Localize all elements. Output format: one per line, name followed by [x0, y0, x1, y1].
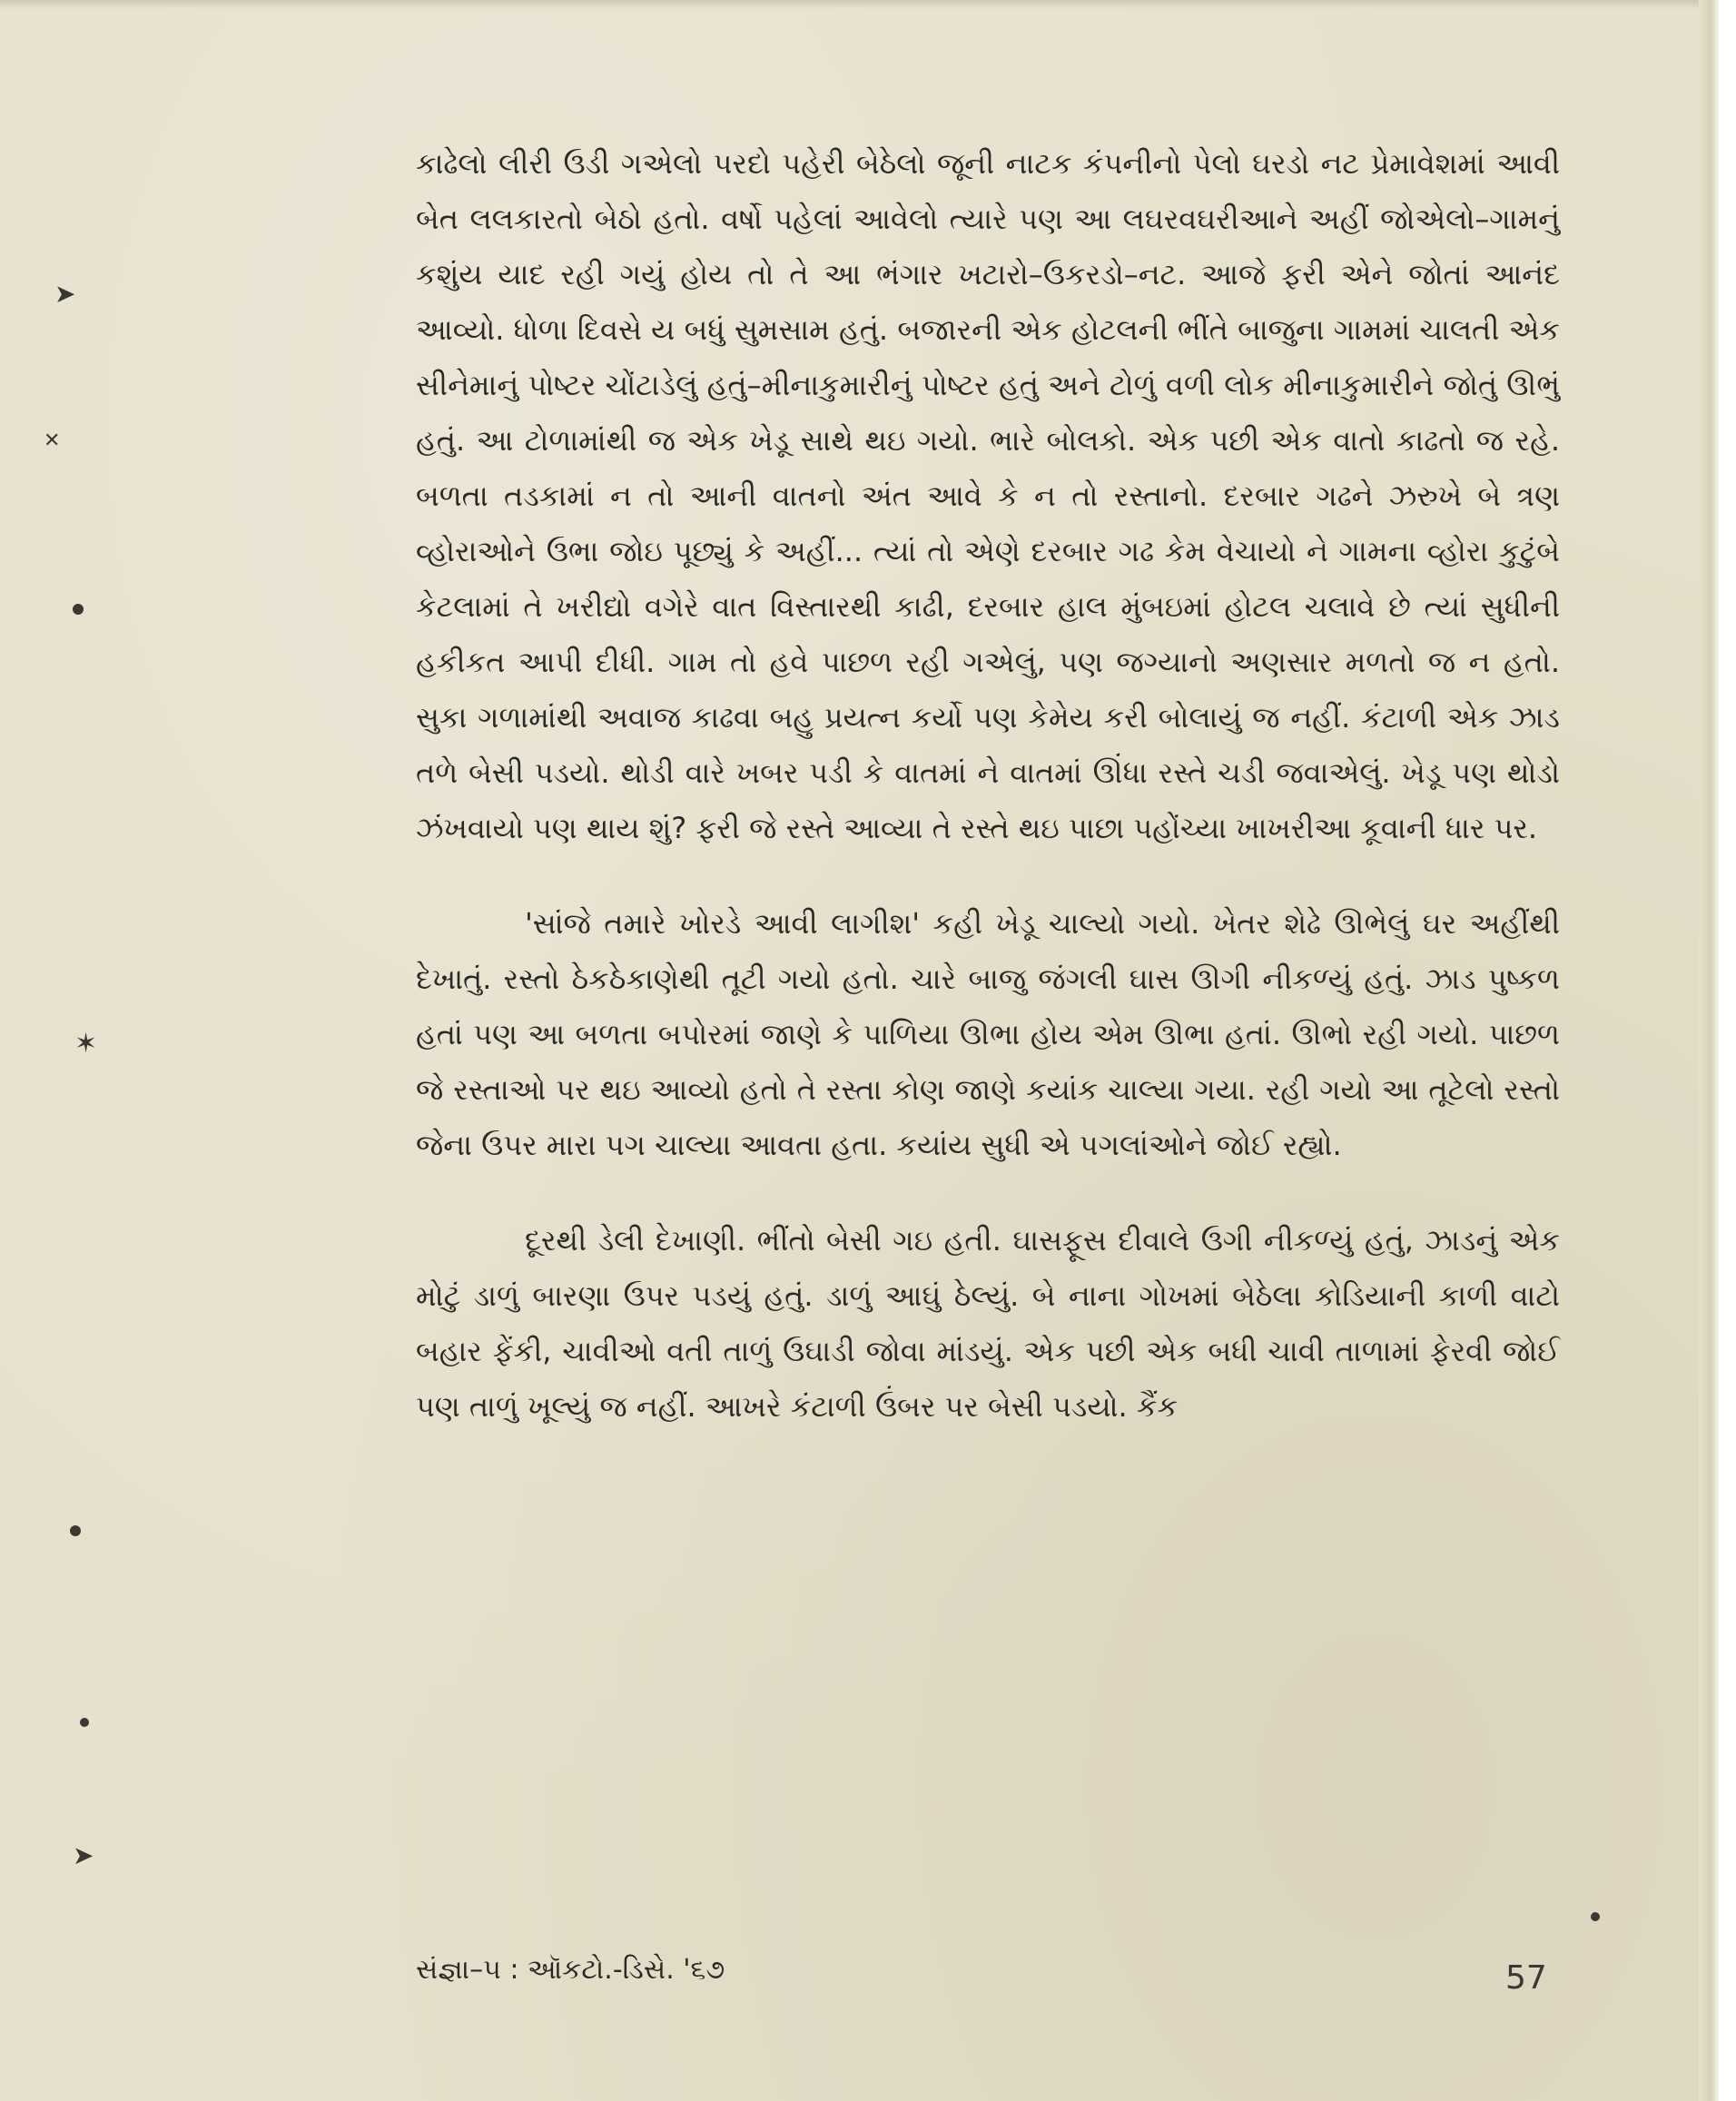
margin-dot — [1591, 1912, 1600, 1921]
paragraph-2: 'સાંજે તમારે ખોરડે આવી લાગીશ' કહી ખેડૂ ચાલ્યો ગયો. ખેતર શેઢે ઊભેલું ઘર અહીંથી દેખાતું. રસ્તો ઠેકઠેકાણેથી તૂટી ગયો હતો. ચારે બાજુ જંગલી ઘાસ ઊગી નીકળ્યું હતું. ઝાડ પુષ્કળ હતાં પણ આ બળતા બપોરમાં જાણે કે પાળિયા ઊભા હોય એમ ઊભા હતાં. ઊભો રહી ગયો. પાછળ જે રસ્તાઓ પર થઇ આવ્યો હતો તે રસ્તા કોણ જાણે કયાંક ચાલ્યા ગયા. રહી ગયો આ તૂટેલો રસ્તો જેના ઉપર મારા પગ ચાલ્યા આવતા હતા. કયાંય સુધી એ પગલાંઓને જોઈ રહ્યો. — [416, 906, 1560, 1162]
margin-dot — [73, 604, 84, 615]
body-text — [416, 136, 1560, 1435]
margin-mark-arrow: ➤ — [54, 279, 76, 309]
margin-dot — [70, 1525, 81, 1536]
margin-dot — [80, 1718, 89, 1727]
journal-footer: સંજ્ઞા–૫ : ઑકટો.-ડિસે. '૬૭ — [416, 1954, 725, 1986]
paragraph-1: કાઢેલો લીરી ઉડી ગએલો પરદો પહેરી બેઠેલો જૂની નાટક કંપનીનો પેલો ઘરડો નટ પ્રેમાવેશમાં આવી બેત લલકારતો બેઠો હતો. વર્ષો પહેલાં આવેલો ત્યારે પણ આ લઘરવઘરીઆને અહીં જોએલો–ગામનું કશુંય યાદ રહી ગયું હોય તો તે આ ભંગાર ખટારો–ઉકરડો–નટ. આજે ફરી એને જોતાં આનંદ આવ્યો. ધોળા દિવસે ય બધું સુમસામ હતું. બજારની એક હોટલની ભીંતે બાજુના ગામમાં ચાલતી એક સીનેમાનું પોષ્ટર ચોંટાડેલું હતું–મીનાકુમારીનું પોષ્ટર હતું અને ટોળું વળી લોક મીનાકુમારીને જોતું ઊભું હતું. આ ટોળામાંથી જ એક ખેડૂ સાથે થઇ ગયો. ભારે બોલકો. એક પછી એક વાતો કાઢતો જ રહે. બળતા તડકામાં ન તો આની વાતનો અંત આવે કે ન તો રસ્તાનો. દરબાર ગઢને ઝરુખે બે ત્રણ વ્હોરાઓને ઉભા જોઇ પૂછ્યું કે અહીં... ત્યાં તો એણે દરબાર ગઢ કેમ વેચાયો ને ગામના વ્હોરા કુટુંબે કેટલામાં તે ખરીદ્યો વગેરે વાત વિસ્તારથી કાઢી, દરબાર હાલ મુંબઇમાં હોટલ ચલાવે છે ત્યાં સુધીની હકીકત આપી દીધી. ગામ તો હવે પાછળ રહી ગએલું, પણ જગ્યાનો અણસાર મળતો જ ન હતો. સુકા ગળામાંથી અવાજ કાઢવા બહુ પ્રયત્ન કર્યો પણ કેમેય કરી બોલાયું જ નહીં. કંટાળી એક ઝાડ તળે બેસી પડયો. થોડી વારે ખબર પડી કે વાતમાં ને વાતમાં ઊંધા રસ્તે ચડી જવાએલું. ખેડૂ પણ થોડો ઝંખવાયો પણ થાય શું? ફરી જે રસ્તે આવ્યા તે રસ્તે થઇ પાછા પહોંચ્યા ખાખરીઆ કૂવાની ધાર પર. — [416, 146, 1560, 845]
margin-mark-tick: ✕ — [44, 429, 61, 452]
margin-mark-arrow: ➤ — [73, 1840, 94, 1870]
page-right-edge — [1699, 0, 1719, 2101]
page-number: 57 — [1505, 1959, 1547, 1997]
margin-mark-star: ✶ — [74, 1028, 98, 1060]
paragraph-3: દૂરથી ડેલી દેખાણી. ભીંતો બેસી ગઇ હતી. ઘાસફૂસ દીવાલે ઉગી નીકળ્યું હતું, ઝાડનું એક મોટું ડાળું બારણા ઉપર પડયું હતું. ડાળું આઘું ઠેલ્યું. બે નાના ગોખમાં બેઠેલા કોડિયાની કાળી વાટો બહાર ફેંકી, ચાવીઓ વતી તાળું ઉઘાડી જોવા માંડયું. એક પછી એક બધી ચાવી તાળામાં ફેરવી જોઈ પણ તાળું ખૂલ્યું જ નહીં. આખરે કંટાળી ઉંબર પર બેસી પડયો. કૈંક — [416, 1223, 1560, 1424]
page-top-edge — [0, 0, 1719, 9]
